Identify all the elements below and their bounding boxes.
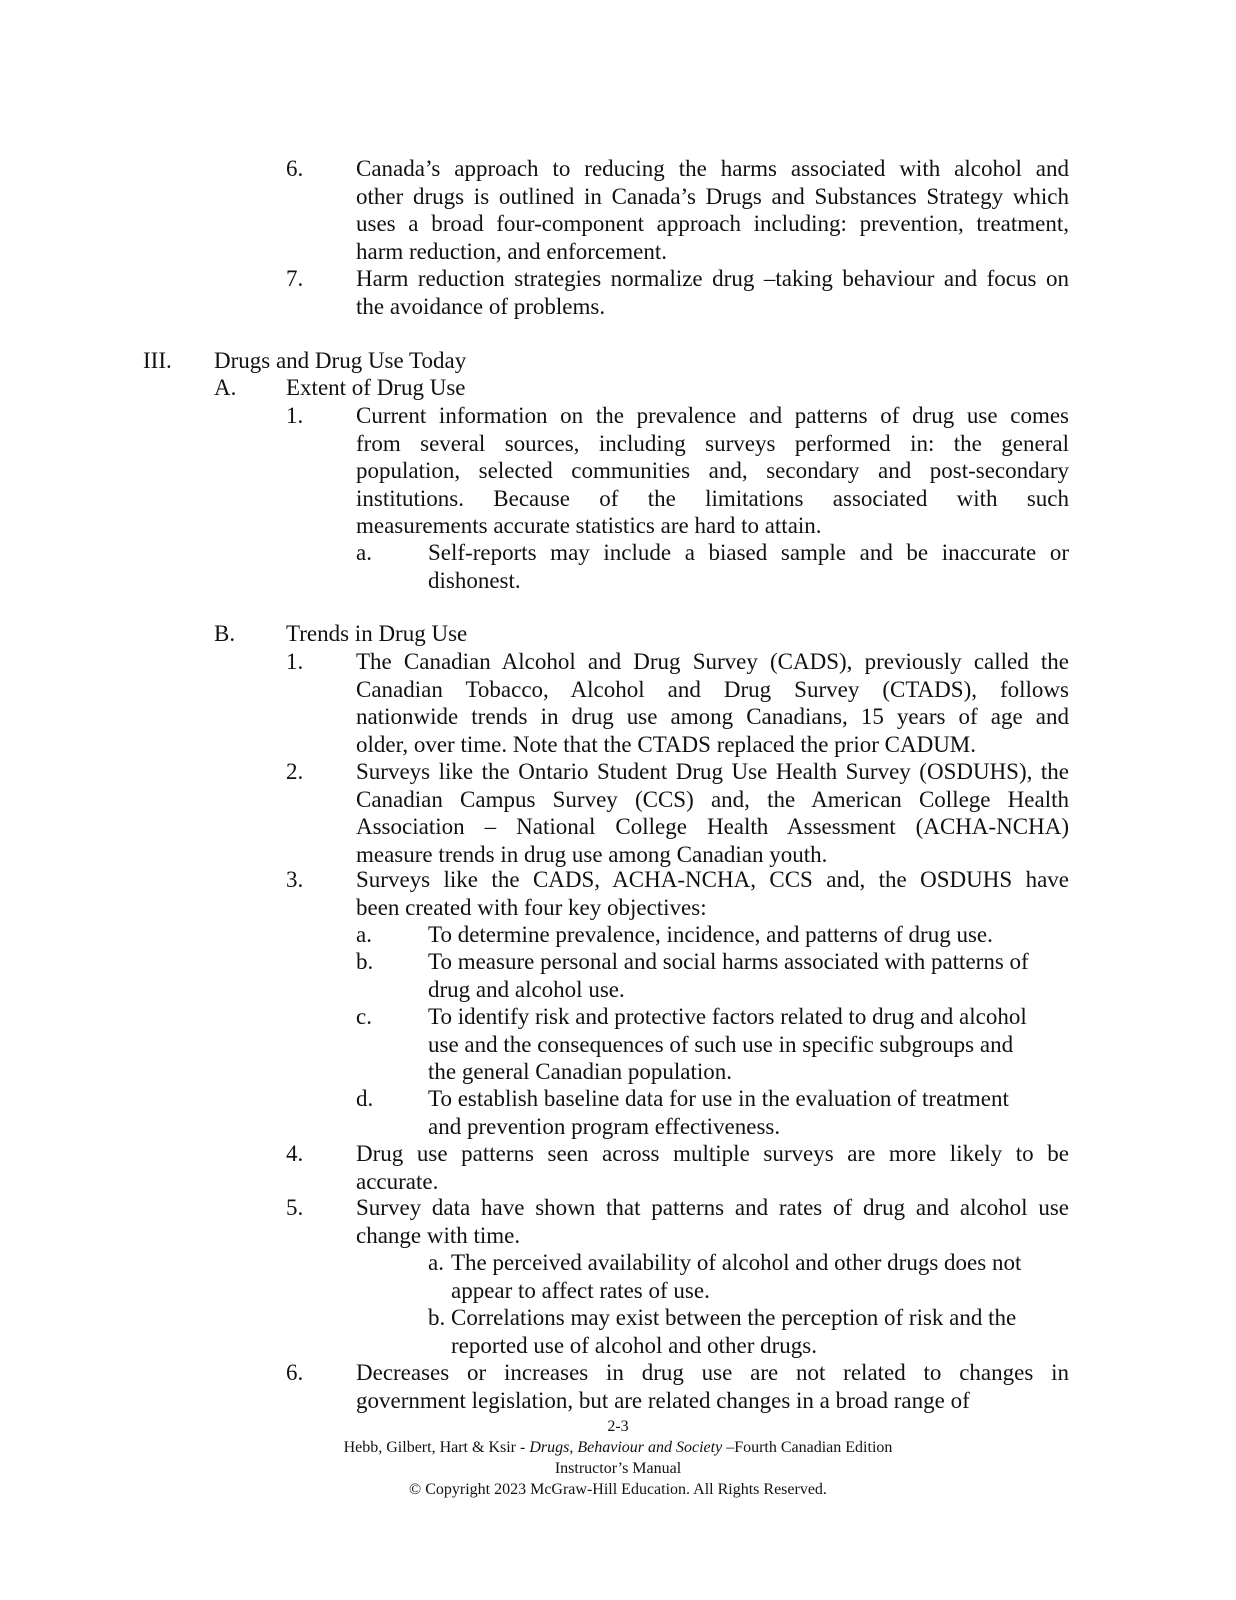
- list-marker: 4.: [286, 1141, 304, 1166]
- item-text-line: Canadian Tobacco, Alcohol and Drug Survey (CTADS), follows: [356, 676, 1069, 702]
- item-text-line: appear to affect rates of use.: [451, 1277, 710, 1303]
- footer-edition: –Fourth Canadian Edition: [722, 1439, 893, 1456]
- footer-citation: [0, 1437, 1236, 1458]
- item-text-line: To measure personal and social harms associated with patterns of: [428, 949, 1029, 974]
- item-text-line: Surveys like the CADS, ACHA-NCHA, CCS and, the OSDUHS have: [356, 867, 1069, 892]
- item-text-line: institutions. Because of the limitations associated with such: [356, 485, 1069, 511]
- list-marker: 1.: [286, 649, 304, 674]
- item-text-line: Survey data have shown that patterns and rates of drug and alcohol use: [356, 1195, 1069, 1220]
- item-text-line: and prevention program effectiveness.: [428, 1113, 781, 1139]
- item-text-line: Decreases or increases in drug use are not related to changes in: [356, 1360, 1069, 1385]
- item-text-line: population, selected communities and, secondary and post-secondary: [356, 458, 1069, 483]
- list-marker: 6.: [286, 1360, 304, 1385]
- item-text-line: To identify risk and protective factors related to drug and alcohol: [428, 1004, 1027, 1029]
- list-marker: b.: [428, 1305, 446, 1330]
- item-text-line: Drug use patterns seen across multiple surveys are more likely to be: [356, 1141, 1069, 1166]
- footer-copyright: © Copyright 2023 McGraw-Hill Education. All Rights Reserved.: [409, 1481, 827, 1498]
- item-text-line: nationwide trends in drug use among Canadians, 15 years of age and: [356, 704, 1069, 729]
- list-marker: a.: [356, 540, 372, 565]
- page-number: 2-3: [607, 1418, 629, 1435]
- item-text-line: Canada’s approach to reducing the harms associated with alcohol and: [356, 156, 1069, 181]
- item-text-line: Harm reduction strategies normalize drug –taking behaviour and focus on: [356, 266, 1069, 291]
- item-text-line: harm reduction, and enforcement.: [356, 238, 668, 264]
- item-text-line: the general Canadian population.: [428, 1059, 733, 1084]
- item-text-line: Association – National College Health Assessment (ACHA-NCHA): [356, 814, 1069, 839]
- item-text-line: The perceived availability of alcohol and other drugs does not: [451, 1250, 1022, 1275]
- list-marker: B.: [214, 621, 236, 646]
- item-text-line: Drugs and Drug Use Today: [214, 348, 467, 373]
- item-text-line: Correlations may exist between the perception of risk and the: [451, 1305, 1017, 1330]
- item-text-line: accurate.: [356, 1168, 439, 1194]
- item-text-line: change with time.: [356, 1222, 521, 1248]
- list-marker: 3.: [286, 867, 304, 892]
- item-text-line: To determine prevalence, incidence, and patterns of drug use.: [428, 922, 993, 947]
- footer-authors: Hebb, Gilbert, Hart & Ksir -: [343, 1439, 530, 1456]
- item-text-line: Trends in Drug Use: [286, 621, 468, 646]
- item-text-line: older, over time. Note that the CTADS replaced the prior CADUM.: [356, 731, 977, 757]
- item-text-line: government legislation, but are related changes in a broad range of: [356, 1387, 970, 1413]
- item-text-line: measure trends in drug use among Canadian youth.: [356, 841, 828, 867]
- item-text-line: other drugs is outlined in Canada’s Drugs and Substances Strategy which: [356, 183, 1069, 209]
- list-marker: b.: [356, 949, 374, 974]
- item-text-line: use and the consequences of such use in specific subgroups and: [428, 1031, 1014, 1057]
- list-marker: 7.: [286, 266, 304, 291]
- item-text-line: drug and alcohol use.: [428, 976, 625, 1002]
- item-text-line: Self-reports may include a biased sample and be inaccurate or: [428, 540, 1069, 565]
- list-marker: 5.: [286, 1195, 304, 1220]
- list-marker: A.: [214, 375, 237, 400]
- list-marker: 2.: [286, 759, 304, 784]
- item-text-line: dishonest.: [428, 567, 521, 593]
- item-text-line: To establish baseline data for use in the evaluation of treatment: [428, 1086, 1009, 1111]
- item-text-line: the avoidance of problems.: [356, 293, 606, 319]
- list-marker: III.: [143, 348, 172, 373]
- list-marker: c.: [356, 1004, 372, 1029]
- list-marker: d.: [356, 1086, 374, 1111]
- footer-book-title: Drugs, Behaviour and Society: [529, 1439, 723, 1456]
- list-marker: a.: [356, 922, 372, 947]
- item-text-line: Current information on the prevalence and patterns of drug use comes: [356, 403, 1069, 428]
- item-text-line: measurements accurate statistics are hard to attain.: [356, 513, 822, 538]
- list-marker: 6.: [286, 156, 304, 181]
- item-text-line: Extent of Drug Use: [286, 375, 466, 400]
- item-text-line: uses a broad four-component approach including: prevention, treatment,: [356, 211, 1069, 236]
- item-text-line: Surveys like the Ontario Student Drug Use Health Survey (OSDUHS), the: [356, 759, 1069, 784]
- list-marker: a.: [428, 1250, 444, 1275]
- item-text-line: Canadian Campus Survey (CCS) and, the American College Health: [356, 786, 1069, 812]
- item-text-line: been created with four key objectives:: [356, 894, 707, 920]
- footer-manual: Instructor’s Manual: [554, 1460, 682, 1477]
- item-text-line: reported use of alcohol and other drugs.: [451, 1332, 817, 1358]
- item-text-line: from several sources, including surveys performed in: the general: [356, 430, 1069, 456]
- item-text-line: The Canadian Alcohol and Drug Survey (CADS), previously called the: [356, 649, 1069, 674]
- list-marker: 1.: [286, 403, 304, 428]
